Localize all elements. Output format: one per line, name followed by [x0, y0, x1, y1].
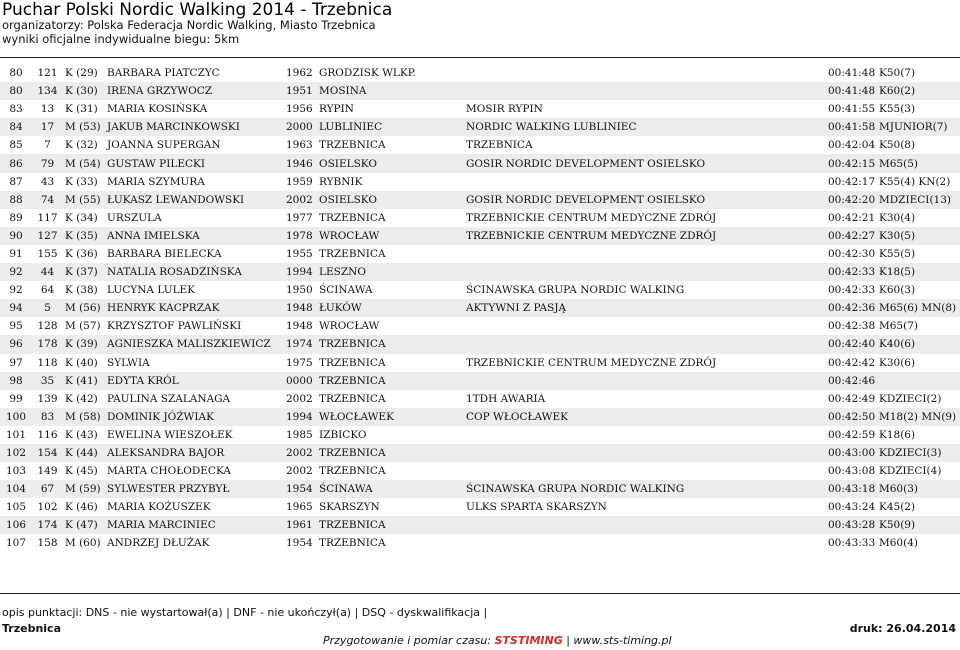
cell-sex-rank: M (59)	[63, 480, 105, 498]
cell-position: 91	[9, 247, 23, 260]
cell-time: 00:42:33	[826, 263, 877, 281]
cell-category: K30(4)	[879, 211, 916, 224]
table-row	[0, 335, 960, 353]
cell-category: KDZIECI(3)	[877, 444, 960, 462]
cell-category: K55(5)	[879, 247, 916, 260]
cell-bib: 13	[40, 103, 55, 116]
cell-birth-year: 2000	[284, 118, 317, 136]
cell-sex-rank: K (46)	[65, 501, 98, 514]
cell-position: 104	[0, 480, 32, 498]
cell-sex-rank: M (58)	[63, 408, 105, 426]
cell-time: 00:42:15	[826, 154, 877, 172]
cell-time: 00:41:48	[826, 82, 877, 100]
cell-birth-year: 1963	[286, 139, 313, 152]
cell-club: GOSIR NORDIC DEVELOPMENT OSIELSKO	[464, 191, 826, 209]
cell-birth-year: 1956	[286, 103, 313, 116]
cell-bib: 74	[32, 191, 63, 209]
cell-sex-rank: K (34)	[65, 211, 98, 224]
cell-category: KDZIECI(4)	[879, 465, 942, 478]
cell-position: 101	[5, 428, 27, 441]
cell-sex-rank: K (47)	[63, 516, 105, 534]
cell-category: K55(3)	[879, 103, 916, 116]
cell-category: K40(6)	[877, 335, 960, 353]
cell-club: NORDIC WALKING LUBLINIEC	[464, 118, 826, 136]
cell-sex-rank: M (60)	[65, 537, 101, 550]
timing-prefix: Przygotowanie i pomiar czasu:	[323, 634, 495, 647]
cell-time: 00:43:28	[826, 516, 877, 534]
cell-time: 00:43:00	[826, 444, 877, 462]
table-row	[0, 263, 960, 281]
cell-club	[464, 444, 826, 462]
cell-bib: 17	[32, 118, 63, 136]
cell-category: K60(2)	[877, 82, 960, 100]
table-row	[0, 534, 960, 552]
cell-birth-year: 1974	[284, 335, 317, 353]
timing-credit	[323, 634, 672, 647]
cell-category: K30(6)	[879, 356, 916, 369]
cell-category: K45(2)	[879, 501, 916, 514]
cell-position: 96	[0, 335, 32, 353]
cell-name: PAULINA SZALANAGA	[107, 392, 231, 405]
cell-birth-year: 1946	[284, 154, 317, 172]
cell-club	[464, 335, 826, 353]
cell-city: LESZNO	[317, 263, 464, 281]
footer-city: Trzebnica	[2, 622, 62, 635]
cell-category: K50(7)	[879, 67, 916, 80]
cell-category: M60(4)	[879, 537, 918, 550]
table-row	[0, 480, 960, 498]
cell-position: 103	[5, 465, 27, 478]
cell-name: BARBARA BIELECKA	[107, 247, 222, 260]
cell-birth-year: 1950	[286, 284, 313, 297]
cell-name: LUCYNA LULEK	[107, 284, 196, 297]
cell-birth-year: 1994	[284, 408, 317, 426]
cell-club	[464, 64, 826, 82]
cell-time: 00:43:08	[828, 465, 876, 478]
cell-city: GRODZISK WLKP.	[319, 67, 417, 80]
cell-position: 98	[0, 372, 32, 390]
cell-club: TRZEBNICKIE CENTRUM MEDYCZNE ZDRÓJ	[464, 227, 826, 245]
cell-city: TRZEBNICA	[317, 335, 464, 353]
cell-category: K50(9)	[877, 516, 960, 534]
cell-position: 80	[0, 82, 32, 100]
cell-birth-year: 1977	[286, 211, 313, 224]
cell-name: ALEKSANDRA BAJOR	[105, 444, 284, 462]
cell-club	[464, 516, 826, 534]
cell-time: 00:42:20	[826, 191, 877, 209]
cell-city: OSIELSKO	[317, 191, 464, 209]
cell-name: MARIA MARCINIEC	[105, 516, 284, 534]
cell-birth-year: 2002	[284, 191, 317, 209]
cell-sex-rank: K (35)	[63, 227, 105, 245]
table-row	[0, 516, 960, 534]
cell-sex-rank: K (42)	[65, 392, 98, 405]
cell-bib: 154	[32, 444, 63, 462]
cell-name: NATALIA ROSADZIŃSKA	[105, 263, 284, 281]
cell-time: 00:43:33	[828, 537, 876, 550]
timing-brand: STSTIMING	[494, 634, 563, 647]
cell-sex-rank: K (44)	[63, 444, 105, 462]
footer-divider	[0, 593, 960, 594]
cell-bib: 155	[37, 247, 58, 260]
cell-birth-year: 1962	[286, 67, 313, 80]
cell-bib: 44	[32, 263, 63, 281]
cell-name: URSZULA	[107, 211, 162, 224]
cell-sex-rank: K (39)	[63, 335, 105, 353]
cell-category: KDZIECI(2)	[879, 392, 942, 405]
cell-position: 85	[9, 139, 23, 152]
cell-time: 00:42:17	[828, 175, 876, 188]
cell-club: ŚCINAWSKA GRUPA NORDIC WALKING	[464, 480, 826, 498]
cell-time: 00:42:42	[828, 356, 876, 369]
table-row	[0, 173, 960, 191]
cell-name: MARIA KOŻUSZEK	[107, 501, 211, 514]
cell-city: TRZEBNICA	[319, 247, 386, 260]
cell-city: MOSINA	[317, 82, 464, 100]
cell-bib: 35	[32, 372, 63, 390]
cell-time: 00:42:27	[826, 227, 877, 245]
cell-bib: 116	[37, 428, 58, 441]
cell-category: M65(6) MN(8)	[877, 299, 960, 317]
cell-bib: 5	[32, 299, 63, 317]
cell-time: 00:43:18	[826, 480, 877, 498]
table-row	[0, 281, 960, 299]
cell-birth-year: 2002	[284, 444, 317, 462]
cell-bib: 139	[37, 392, 58, 405]
cell-birth-year: 1954	[286, 537, 313, 550]
cell-sex-rank: K (45)	[65, 465, 98, 478]
table-row	[0, 245, 960, 263]
cell-birth-year: 1948	[286, 320, 313, 333]
cell-city: OSIELSKO	[317, 154, 464, 172]
cell-bib: 127	[32, 227, 63, 245]
cell-city: WROCŁAW	[319, 320, 380, 333]
cell-position: 102	[0, 444, 32, 462]
page-title: Puchar Polski Nordic Walking 2014 - Trzebnica	[2, 0, 393, 20]
table-row	[0, 118, 960, 136]
cell-time: 00:42:50	[826, 408, 877, 426]
cell-position: 94	[0, 299, 32, 317]
table-row	[0, 426, 960, 444]
cell-name: DOMINIK JÓŹWIAK	[105, 408, 284, 426]
cell-bib: 134	[32, 82, 63, 100]
cell-position: 106	[0, 516, 32, 534]
cell-sex-rank: K (38)	[65, 284, 98, 297]
cell-bib: 83	[32, 408, 63, 426]
cell-position: 92	[0, 263, 32, 281]
cell-club	[464, 372, 826, 390]
cell-club: ŚCINAWSKA GRUPA NORDIC WALKING	[466, 284, 685, 297]
cell-bib: 178	[32, 335, 63, 353]
cell-category: M18(2) MN(9)	[877, 408, 960, 426]
table-row	[0, 136, 960, 154]
cell-club	[464, 245, 826, 263]
cell-club	[464, 173, 826, 191]
cell-city: WROCŁAW	[317, 227, 464, 245]
cell-bib: 117	[37, 211, 58, 224]
cell-category: K60(3)	[879, 284, 916, 297]
cell-club: TRZEBNICKIE CENTRUM MEDYCZNE ZDRÓJ	[466, 356, 717, 369]
cell-category: M65(7)	[879, 320, 918, 333]
table-row	[0, 390, 960, 408]
cell-bib: 149	[37, 465, 58, 478]
cell-name: ANNA IMIELSKA	[105, 227, 284, 245]
cell-birth-year: 1954	[284, 480, 317, 498]
cell-city: TRZEBNICA	[319, 139, 386, 152]
cell-city: TRZEBNICA	[319, 356, 386, 369]
cell-birth-year: 1975	[286, 356, 313, 369]
cell-time: 00:41:48	[828, 67, 876, 80]
cell-time: 00:42:49	[828, 392, 876, 405]
cell-sex-rank: K (43)	[65, 428, 98, 441]
cell-bib: 43	[40, 175, 55, 188]
cell-bib: 67	[32, 480, 63, 498]
cell-birth-year: 1951	[284, 82, 317, 100]
cell-name: KRZYSZTOF PAWLIŃSKI	[107, 320, 242, 333]
cell-category: K50(8)	[879, 139, 916, 152]
cell-position: 84	[0, 118, 32, 136]
cell-category: K18(6)	[879, 428, 916, 441]
cell-sex-rank: K (30)	[63, 82, 105, 100]
cell-birth-year: 1948	[284, 299, 317, 317]
cell-time: 00:42:30	[828, 247, 876, 260]
cell-sex-rank: K (32)	[65, 139, 98, 152]
cell-sex-rank: K (40)	[65, 356, 98, 369]
cell-time: 00:42:21	[828, 211, 876, 224]
cell-time: 00:41:55	[828, 103, 876, 116]
cell-name: ANDRZEJ DŁUŻAK	[107, 537, 210, 550]
cell-category: K30(5)	[877, 227, 960, 245]
cell-name: JOANNA SUPERGAN	[107, 139, 221, 152]
cell-time: 00:42:46	[826, 372, 877, 390]
cell-position: 87	[9, 175, 23, 188]
table-row	[0, 317, 960, 335]
cell-club: TRZEBNICKIE CENTRUM MEDYCZNE ZDRÓJ	[466, 211, 717, 224]
cell-category: K55(4) KN(2)	[879, 175, 951, 188]
cell-position: 100	[0, 408, 32, 426]
cell-time: 00:42:04	[828, 139, 876, 152]
table-row	[0, 191, 960, 209]
cell-name: JAKUB MARCINKOWSKI	[105, 118, 284, 136]
cell-position: 99	[9, 392, 23, 405]
cell-category: K18(5)	[877, 263, 960, 281]
cell-time: 00:43:24	[828, 501, 876, 514]
header-divider	[0, 57, 960, 58]
cell-club: TRZEBNICA	[466, 139, 533, 152]
cell-birth-year: 0000	[284, 372, 317, 390]
table-row	[0, 372, 960, 390]
cell-bib: 102	[37, 501, 58, 514]
cell-sex-rank: M (53)	[63, 118, 105, 136]
cell-city: TRZEBNICA	[319, 537, 386, 550]
cell-bib: 174	[32, 516, 63, 534]
cell-birth-year: 1985	[286, 428, 313, 441]
cell-birth-year: 1955	[286, 247, 313, 260]
table-row	[0, 354, 960, 372]
cell-city: TRZEBNICA	[319, 465, 386, 478]
cell-club	[464, 263, 826, 281]
cell-sex-rank: M (56)	[63, 299, 105, 317]
cell-sex-rank: K (29)	[65, 67, 98, 80]
cell-sex-rank: K (36)	[65, 247, 98, 260]
cell-name: SYLWIA	[107, 356, 150, 369]
cell-sex-rank: M (55)	[63, 191, 105, 209]
cell-club	[464, 82, 826, 100]
cell-name: GUSTAW PILECKI	[105, 154, 284, 172]
cell-position: 88	[0, 191, 32, 209]
timing-suffix: | www.sts-timing.pl	[562, 634, 672, 647]
cell-city: IZBICKO	[319, 428, 367, 441]
cell-city: RYBNIK	[319, 175, 363, 188]
cell-time: 00:42:33	[828, 284, 876, 297]
cell-city: ŁUKÓW	[317, 299, 464, 317]
cell-category	[877, 372, 960, 390]
cell-bib: 158	[37, 537, 58, 550]
cell-club: GOSIR NORDIC DEVELOPMENT OSIELSKO	[464, 154, 826, 172]
cell-name: MARIA SZYMURA	[107, 175, 205, 188]
cell-city: ŚCINAWA	[317, 480, 464, 498]
cell-category: MJUNIOR(7)	[877, 118, 960, 136]
cell-name: MARIA KOSIŃSKA	[107, 103, 208, 116]
cell-city: TRZEBNICA	[319, 392, 386, 405]
cell-time: 00:42:40	[826, 335, 877, 353]
cell-time: 00:42:59	[828, 428, 876, 441]
cell-bib: 79	[32, 154, 63, 172]
table-row	[0, 444, 960, 462]
cell-position: 89	[9, 211, 23, 224]
cell-name: EWELINA WIESZOŁEK	[107, 428, 233, 441]
cell-city: SKARSZYN	[319, 501, 380, 514]
cell-bib: 128	[37, 320, 58, 333]
results-body	[0, 64, 960, 553]
print-date: druk: 26.04.2014	[849, 622, 956, 635]
cell-position: 83	[9, 103, 23, 116]
cell-club: 1TDH AWARIA	[466, 392, 546, 405]
scoring-legend: opis punktacji: DNS - nie wystartował(a) | DNF - nie ukończył(a) | DSQ - dyskwalifikacja |	[2, 606, 488, 619]
cell-sex-rank: M (54)	[63, 154, 105, 172]
cell-name: ŁUKASZ LEWANDOWSKI	[105, 191, 284, 209]
cell-club: MOSIR RYPIN	[466, 103, 543, 116]
cell-city: ŚCINAWA	[319, 284, 373, 297]
cell-bib: 7	[44, 139, 51, 152]
cell-club	[464, 317, 826, 335]
cell-city: TRZEBNICA	[317, 516, 464, 534]
cell-city: TRZEBNICA	[319, 211, 386, 224]
cell-city: LUBLINIEC	[317, 118, 464, 136]
cell-club	[464, 534, 826, 552]
cell-position: 97	[9, 356, 23, 369]
cell-birth-year: 1978	[284, 227, 317, 245]
table-row	[0, 64, 960, 82]
table-row	[0, 100, 960, 118]
cell-bib: 121	[37, 67, 58, 80]
cell-birth-year: 2002	[286, 392, 313, 405]
cell-category: M65(5)	[877, 154, 960, 172]
table-row	[0, 462, 960, 480]
organizers-line: organizatorzy: Polska Federacja Nordic Walking, Miasto Trzebnica	[2, 18, 376, 32]
cell-name: SYLWESTER PRZYBYŁ	[105, 480, 284, 498]
cell-time: 00:42:38	[828, 320, 876, 333]
cell-birth-year: 1961	[284, 516, 317, 534]
cell-city: TRZEBNICA	[317, 444, 464, 462]
cell-time: 00:41:58	[826, 118, 877, 136]
cell-birth-year: 2002	[286, 465, 313, 478]
cell-name: MARTA CHOŁODECKA	[107, 465, 231, 478]
cell-name: IRENA GRZYWOCZ	[105, 82, 284, 100]
cell-position: 95	[9, 320, 23, 333]
cell-city: TRZEBNICA	[317, 372, 464, 390]
cell-position: 105	[5, 501, 27, 514]
cell-name: HENRYK KACPRZAK	[105, 299, 284, 317]
table-row	[0, 209, 960, 227]
cell-club: AKTYWNI Z PASJĄ	[464, 299, 826, 317]
table-row	[0, 299, 960, 317]
cell-birth-year: 1965	[286, 501, 313, 514]
table-row	[0, 498, 960, 516]
cell-position: 92	[9, 284, 23, 297]
table-row	[0, 82, 960, 100]
cell-position: 80	[9, 67, 23, 80]
cell-birth-year: 1994	[284, 263, 317, 281]
cell-bib: 118	[37, 356, 58, 369]
cell-name: AGNIESZKA MALISZKIEWICZ	[105, 335, 284, 353]
cell-position: 86	[0, 154, 32, 172]
table-row	[0, 408, 960, 426]
cell-position: 90	[0, 227, 32, 245]
table-row	[0, 227, 960, 245]
cell-category: M60(3)	[877, 480, 960, 498]
cell-sex-rank: M (57)	[65, 320, 101, 333]
cell-club: ULKS SPARTA SKARSZYN	[466, 501, 607, 514]
table-row	[0, 154, 960, 172]
cell-sex-rank: K (33)	[65, 175, 98, 188]
cell-club	[464, 462, 826, 480]
cell-name: BARBARA PIATCZYC	[107, 67, 220, 80]
results-subtitle: wyniki oficjalne indywidualne biegu: 5km	[2, 32, 240, 46]
cell-time: 00:42:36	[826, 299, 877, 317]
cell-club	[464, 426, 826, 444]
cell-position: 107	[5, 537, 27, 550]
cell-sex-rank: K (37)	[63, 263, 105, 281]
cell-birth-year: 1959	[286, 175, 313, 188]
cell-category: MDZIECI(13)	[877, 191, 960, 209]
cell-club: COP WŁOCŁAWEK	[464, 408, 826, 426]
cell-city: RYPIN	[319, 103, 354, 116]
cell-sex-rank: K (41)	[63, 372, 105, 390]
cell-name: EDYTA KRÓL	[105, 372, 284, 390]
results-table	[0, 64, 960, 553]
cell-bib: 64	[40, 284, 55, 297]
cell-sex-rank: K (31)	[65, 103, 98, 116]
cell-city: WŁOCŁAWEK	[317, 408, 464, 426]
